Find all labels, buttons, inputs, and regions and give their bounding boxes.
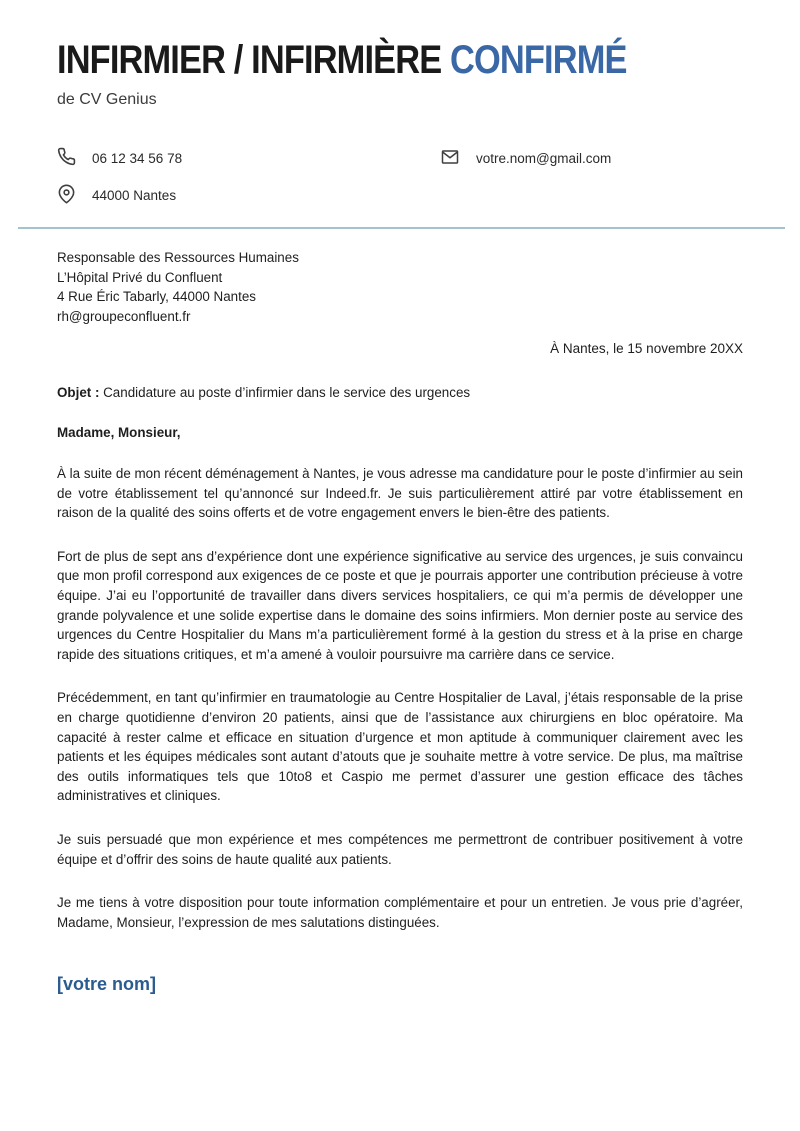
- recipient-line: rh@groupeconfluent.fr: [57, 308, 191, 324]
- phone-icon: [57, 147, 76, 169]
- letter-subtitle: de CV Genius: [57, 91, 157, 108]
- contact-location: [57, 183, 440, 207]
- subject-text: Candidature au poste d’infirmier dans le service des urgences: [103, 385, 471, 400]
- email-address: votre.nom@gmail.com: [476, 150, 612, 166]
- subject-line: [57, 384, 743, 401]
- letter-title: [57, 40, 647, 81]
- body-paragraph-2: Fort de plus de sept ans d’expérience dont une expérience significative au service des urgences, je suis convaincu que mon profil correspond aux exigences de ce poste et que je pourrais apporter une contribution précieuse à votre équipe. J’ai eu l’opportunité de travailler dans divers services hospitaliers, ce qui m’a permis de développer une grande polyvalence et une solide expertise dans le domaine des soins infirmiers. Mon dernier poste au service des urgences du Centre Hospitalier du Mans m’a particulièrement formé à la gestion du stress et à la prise en charge rapide des situations critiques, et m’a amené à vouloir poursuivre ma carrière dans ce service.: [57, 548, 743, 662]
- recipient-line: 4 Rue Éric Tabarly, 44000 Nantes: [57, 289, 256, 304]
- letter-date: À Nantes, le 15 novembre 20XX: [550, 341, 743, 356]
- recipient-line: L’Hôpital Privé du Confluent: [57, 269, 223, 285]
- contact-email: [440, 146, 743, 170]
- contact-section: [57, 146, 743, 207]
- title-role: INFIRMIER / INFIRMIÈRE: [57, 38, 451, 82]
- contact-phone: [57, 146, 440, 170]
- recipient-block: [57, 248, 743, 326]
- body-paragraph-4: Je suis persuadé que mon expérience et mes compétences me permettront de contribuer positivement à votre équipe et d’offrir des soins de haute qualité aux patients.: [57, 831, 743, 867]
- salutation: Madame, Monsieur,: [57, 425, 181, 440]
- signature-name: [votre nom]: [57, 974, 156, 995]
- letter-body: [57, 464, 743, 932]
- subject-label: Objet :: [57, 385, 100, 400]
- body-paragraph-5: Je me tiens à votre disposition pour toute information complémentaire et pour un entretien. Je vous prie d’agréer, Madame, Monsieur, l’expression de mes salutations distinguées.: [57, 895, 743, 930]
- mail-icon: [440, 148, 460, 169]
- recipient-line: Responsable des Ressources Humaines: [57, 250, 299, 265]
- header-divider: [18, 227, 785, 229]
- body-paragraph-1: À la suite de mon récent déménagement à Nantes, je vous adresse ma candidature pour le poste d’infirmier au sein de votre établissement tel qu’annoncé sur Indeed.fr. Je suis particulièrement attiré par votre établissement en raison de la qualité des soins offerts et de votre engagement envers le bien-être des patients.: [57, 466, 743, 521]
- location-text: 44000 Nantes: [92, 187, 177, 203]
- body-paragraph-3: Précédemment, en tant qu’infirmier en traumatologie au Centre Hospitalier de Laval, j’étais responsable de la prise en charge quotidienne d’environ 20 patients, ainsi que de l’assistance aux chirurgiens en bloc opératoire. Ma capacité à rester calme et efficace en situation d’urgence et mon aptitude à communiquer clairement avec les patients et les équipes médicales sont autant d’atouts que je souhaite mettre à votre service. De plus, ma maîtrise des outils informatiques tels que 10to8 et Caspio me permet d’assurer une gestion efficace des tâches administratives et cliniques.: [57, 690, 743, 804]
- phone-number: 06 12 34 56 78: [92, 150, 183, 166]
- map-pin-icon: [57, 184, 76, 207]
- title-level-accent: CONFIRMÉ: [450, 38, 627, 82]
